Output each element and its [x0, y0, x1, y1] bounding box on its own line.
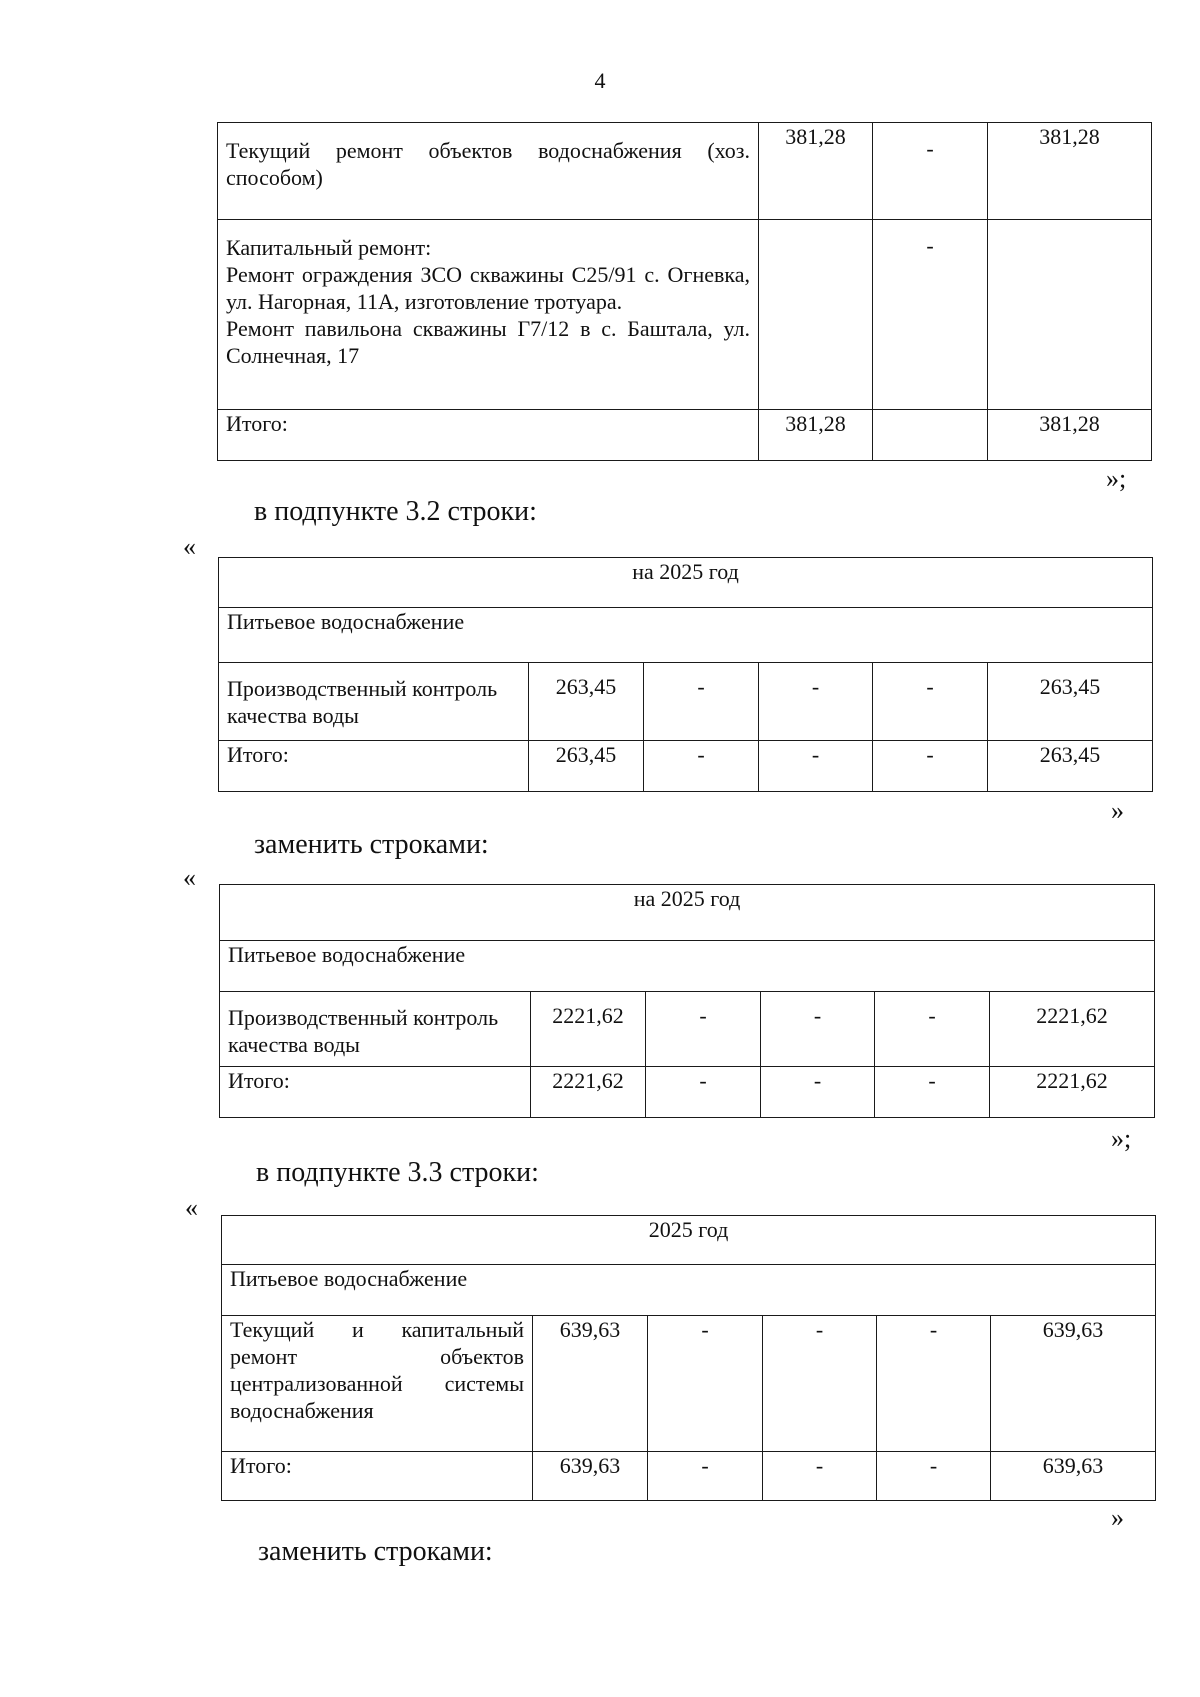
row-name: Итого:	[220, 1067, 531, 1118]
section-title: Питьевое водоснабжение	[219, 608, 1153, 663]
table-row	[222, 1452, 1156, 1501]
table-1	[217, 122, 1152, 461]
value-cell: -	[759, 741, 873, 792]
row-name: Итого:	[222, 1452, 533, 1501]
table-4	[221, 1215, 1156, 1501]
table-header: на 2025 год	[219, 558, 1153, 608]
open-quote: «	[183, 863, 196, 892]
table-row	[218, 410, 1152, 461]
section-row	[222, 1265, 1156, 1316]
section-row	[219, 608, 1153, 663]
value-cell: -	[877, 1452, 991, 1501]
paragraph: заменить строками:	[258, 1536, 493, 1567]
close-quote: »	[1111, 1503, 1124, 1532]
section-row	[220, 941, 1155, 992]
table-row	[220, 992, 1155, 1067]
value-cell: 263,45	[988, 663, 1153, 741]
value-cell: -	[763, 1316, 877, 1452]
table-row	[218, 123, 1152, 220]
value-cell: -	[761, 992, 875, 1067]
value-cell: -	[873, 220, 988, 410]
row-name: Итого:	[219, 741, 529, 792]
table-header: 2025 год	[222, 1216, 1156, 1265]
value-cell	[873, 410, 988, 461]
open-quote: «	[183, 532, 196, 561]
row-name-line: Ремонт ограждения ЗСО скважины С25/91 с. Огневка, ул. Нагорная, 11А, изготовление тротуара.	[226, 262, 750, 314]
value-cell: -	[644, 663, 759, 741]
table-header: на 2025 год	[220, 885, 1155, 941]
value-cell: 639,63	[533, 1316, 648, 1452]
value-cell: 263,45	[529, 663, 644, 741]
row-name: Текущий и капитальный ремонт объектов централизованной системы водоснабжения	[222, 1316, 533, 1452]
table-row	[218, 220, 1152, 410]
close-quote: »;	[1106, 464, 1127, 493]
section-title: Питьевое водоснабжение	[220, 941, 1155, 992]
table-header-row	[219, 558, 1153, 608]
value-cell: -	[759, 663, 873, 741]
value-cell: 381,28	[759, 123, 873, 220]
value-cell: -	[648, 1316, 763, 1452]
value-cell: -	[761, 1067, 875, 1118]
value-cell: 381,28	[759, 410, 873, 461]
value-cell: 2221,62	[531, 1067, 646, 1118]
table-2	[218, 557, 1153, 792]
close-quote: »;	[1111, 1124, 1132, 1153]
table-row	[219, 741, 1153, 792]
section-title: Питьевое водоснабжение	[222, 1265, 1156, 1316]
table-3	[219, 884, 1155, 1118]
row-name-line: Капитальный ремонт:	[226, 235, 432, 260]
value-cell: -	[877, 1316, 991, 1452]
value-cell: 381,28	[988, 123, 1152, 220]
value-cell: -	[648, 1452, 763, 1501]
value-cell: 2221,62	[990, 1067, 1155, 1118]
value-cell: 2221,62	[990, 992, 1155, 1067]
close-quote: »	[1111, 796, 1124, 825]
value-cell: -	[873, 663, 988, 741]
row-name: Производственный контроль качества воды	[219, 663, 529, 741]
paragraph: заменить строками:	[254, 829, 489, 860]
row-name: Текущий ремонт объектов водоснабжения (хоз. способом)	[218, 123, 759, 220]
value-cell: 639,63	[991, 1452, 1156, 1501]
value-cell: -	[646, 1067, 761, 1118]
paragraph: в подпункте 3.3 строки:	[256, 1157, 539, 1188]
value-cell: 263,45	[529, 741, 644, 792]
row-name: Итого:	[218, 410, 759, 461]
row-name	[218, 220, 759, 410]
value-cell: 2221,62	[531, 992, 646, 1067]
value-cell: 639,63	[991, 1316, 1156, 1452]
open-quote: «	[185, 1193, 198, 1222]
value-cell: 263,45	[988, 741, 1153, 792]
value-cell	[759, 220, 873, 410]
row-name-line: Ремонт павильона скважины Г7/12 в с. Баштала, ул. Солнечная, 17	[226, 316, 750, 368]
table-row	[219, 663, 1153, 741]
value-cell	[988, 220, 1152, 410]
value-cell: 639,63	[533, 1452, 648, 1501]
value-cell: -	[873, 123, 988, 220]
value-cell: -	[644, 741, 759, 792]
table-row	[222, 1316, 1156, 1452]
value-cell: -	[763, 1452, 877, 1501]
value-cell: -	[646, 992, 761, 1067]
paragraph: в подпункте 3.2 строки:	[254, 496, 537, 527]
table-header-row	[220, 885, 1155, 941]
table-row	[220, 1067, 1155, 1118]
value-cell: -	[873, 741, 988, 792]
value-cell: 381,28	[988, 410, 1152, 461]
value-cell: -	[875, 992, 990, 1067]
value-cell: -	[875, 1067, 990, 1118]
row-name: Производственный контроль качества воды	[220, 992, 531, 1067]
table-header-row	[222, 1216, 1156, 1265]
page-number: 4	[594, 68, 606, 93]
